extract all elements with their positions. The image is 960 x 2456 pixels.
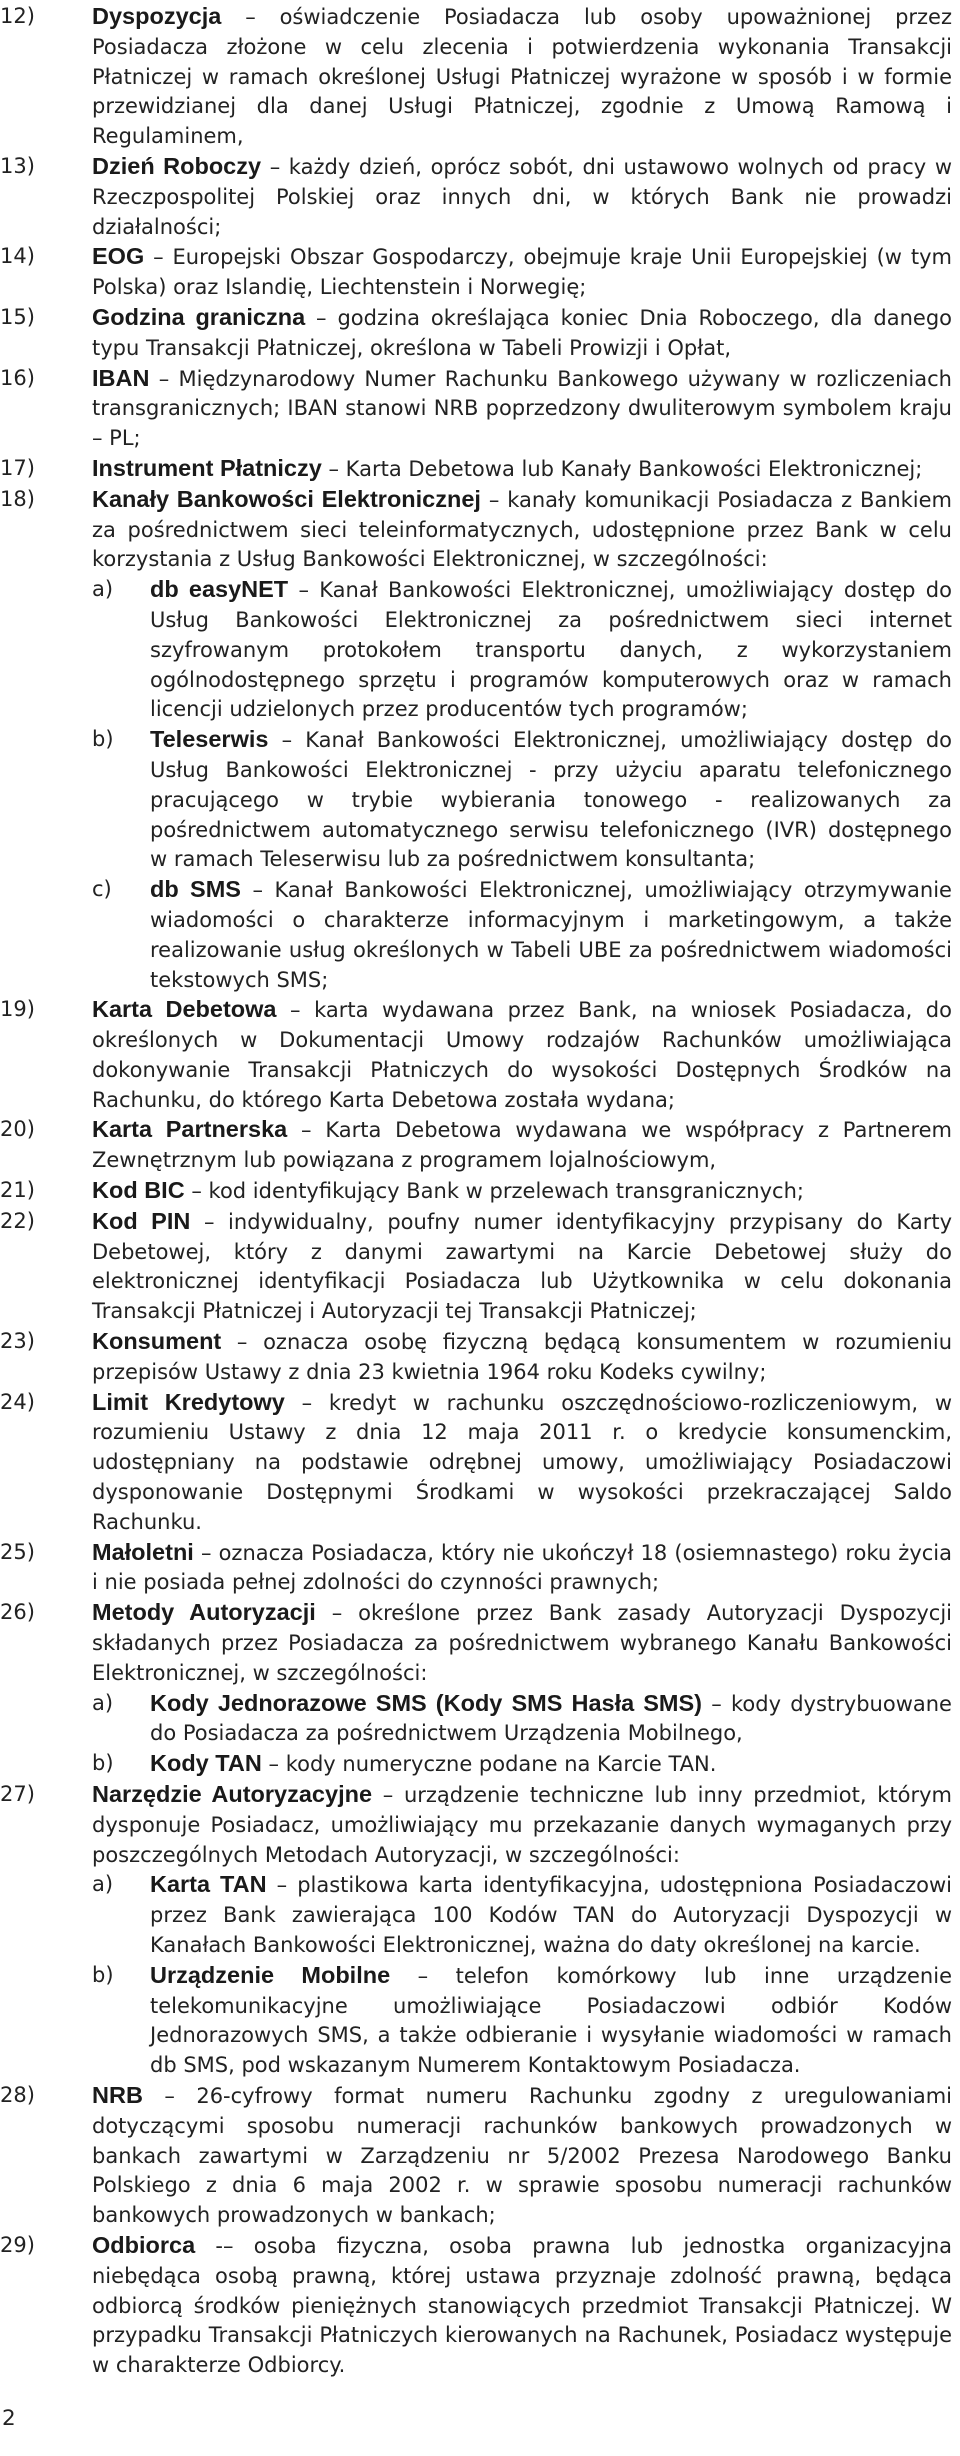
definition-body [92,1115,952,1176]
definition-number: 16) [0,365,35,390]
definition-number: 24) [0,1389,35,1414]
definition-body [92,152,952,242]
definition-number: 25) [0,1539,35,1564]
definition-number: 29) [0,2232,35,2257]
subitem-term: Teleserwis [150,726,269,753]
definition-item [0,1115,960,1176]
subitem-text: – telefon komórkowy lub inne urządzenie telekomunikacyjne umożliwiające Posiadaczowi odbiór Kodów Jednorazowych SMS, a także odbieranie i wysyłanie wiadomości w ramach db SMS, pod wskazanym Numerem Kontaktowym Posiadacza. [150,1963,952,2078]
page-number: 2 [2,2406,16,2431]
definition-item [0,2,960,152]
definition-body [92,454,952,485]
definition-item [0,1176,960,1207]
definition-number: 12) [0,4,35,28]
definitions-list [0,2,960,2381]
definition-body [92,1207,952,1327]
definition-body [92,2,952,152]
definition-text: – karta wydawana przez Bank, na wniosek Posiadacza, do określonych w Dokumentacji Umowy rodzajów Rachunków umożliwiająca dokonywanie Transakcji Płatniczych do wysokości Dostępnych Środków na Rachunku, do którego Karta Debetowa została wydana; [92,998,952,1112]
definition-term: Limit Kredytowy [92,1388,285,1415]
subitem-text: – Kanał Bankowości Elektronicznej, umożliwiający dostęp do Usług Bankowości Elektronicznej - przy użyciu aparatu telefonicznego pracującego w trybie wybierania tonowego - realizowanych za pośrednictwem automatycznego serwisu telefonicznego (IVR) dostępnego w ramach Teleserwisu lub za pośrednictwem konsultanta; [150,728,952,872]
subitem-label: b) [92,727,114,752]
definition-body [92,364,952,454]
definition-term: Metody Autoryzacji [92,1599,316,1626]
subitem-label: c) [92,877,112,902]
definition-body [92,2081,952,2231]
definition-item [0,485,960,996]
definition-item [0,2231,960,2381]
definition-number: 15) [0,304,35,329]
definition-text: – urządzenie techniczne lub inny przedmiot, którym dysponuje Posiadacz, umożliwiający mu przekazanie danych wymaganych przy poszczególnych Metodach Autoryzacji, w szczególności: [92,1783,952,1867]
subitem-term: db SMS [150,876,241,903]
definition-body [92,2231,952,2381]
definition-body [92,1327,952,1388]
definition-number: 19) [0,997,35,1022]
definition-body [92,485,952,575]
definition-number: 26) [0,1600,35,1625]
definition-text: – Karta Debetowa lub Kanały Bankowości Elektronicznej; [321,456,923,481]
definition-subitem [92,725,952,875]
definition-number: 28) [0,2082,35,2107]
definition-number: 17) [0,455,35,480]
definition-subitem [92,1749,952,1780]
definition-body [92,995,952,1115]
definition-text: – godzina określająca koniec Dnia Roboczego, dla danego typu Transakcji Płatniczej, określona w Tabeli Prowizji i Opłat, [92,305,952,360]
definition-subitem [92,875,952,995]
definition-body [92,1388,952,1538]
definition-term: Narzędzie Autoryzacyjne [92,1781,373,1808]
definition-number: 22) [0,1208,35,1233]
subitem-text: – Kanał Bankowości Elektronicznej, umożliwiający otrzymywanie wiadomości o charakterze informacyjnym i marketingowym, a także realizowanie usług określonych w Tabeli UBE za pośrednictwem wiadomości tekstowych SMS; [150,878,952,992]
definition-text: – Karta Debetowa wydawana we współpracy z Partnerem Zewnętrznym lub powiązana z programem lojalnościowym, [92,1118,952,1173]
subitem-term: db easyNET [150,576,289,603]
definition-text: – oświadczenie Posiadacza lub osoby upoważnionej przez Posiadacza złożone w celu zlecenia i potwierdzenia wykonania Transakcji Płatniczej w ramach określonej Usługi Płatniczej wyrażone w sposób i w formie przewidzianej dla danej Usługi Płatniczej, zgodnie z Umową Ramową i Regulaminem, [92,5,952,149]
definition-number: 27) [0,1782,35,1807]
definition-text: – Międzynarodowy Numer Rachunku Bankowego używany w rozliczeniach transgranicznych; IBAN stanowi NRB poprzedzony dwuliterowym symbolem kraju – PL; [92,366,952,451]
definition-number: 13) [0,153,35,178]
definition-item [0,1538,960,1599]
definition-text: – kod identyfikujący Bank w przelewach transgranicznych; [184,1179,804,1204]
definition-item [0,454,960,485]
definition-subitem [92,575,952,725]
subitem-term: Kody Jednorazowe SMS (Kody SMS Hasła SMS) [150,1689,703,1716]
subitem-label: b) [92,1962,114,1987]
definition-body [92,1538,952,1599]
subitem-label: a) [92,1690,114,1715]
definition-term: Karta Debetowa [92,996,277,1023]
definition-item [0,364,960,454]
definition-item [0,1207,960,1327]
definition-item [0,2081,960,2231]
subitem-label: b) [92,1751,114,1776]
definition-subitem [92,1870,952,1960]
definition-term: Karta Partnerska [92,1116,288,1143]
definition-body [92,1598,952,1688]
definition-body [92,1176,952,1207]
definition-text: – Europejski Obszar Gospodarczy, obejmuje kraje Unii Europejskiej (w tym Polska) oraz Islandię, Liechtenstein i Norwegię; [92,245,952,300]
definition-text: – indywidualny, poufny numer identyfikacyjny przypisany do Karty Debetowej, który z danymi zawartymi na Karcie Debetowej służy do elektronicznej identyfikacji Posiadacza lub Użytkownika w celu dokonania Transakcji Płatniczej i Autoryzacji tej Transakcji Płatniczej; [92,1209,952,1324]
definition-text: – określone przez Bank zasady Autoryzacji Dyspozycji składanych przez Posiadacza za pośrednictwem wybranego Kanału Bankowości Elektronicznej, w szczególności: [92,1601,953,1685]
definition-term: EOG [92,243,145,270]
subitem-term: Kody TAN [150,1750,262,1777]
definition-term: Kod PIN [92,1207,191,1234]
definition-item [0,1388,960,1538]
definition-number: 18) [0,486,35,511]
definition-number: 14) [0,244,35,269]
definition-term: Dyspozycja [92,3,222,29]
definition-item [0,1780,960,2081]
definition-number: 21) [0,1178,35,1203]
definition-term: Małoletni [92,1538,194,1565]
definition-text: – kredyt w rachunku oszczędnościowo-rozliczeniowym, w rozumieniu Ustawy z dnia 12 maja 2011 r. o kredycie konsumenckim, udostępniany na podstawie odrębnej umowy, umożliwiający Posiadaczowi dysponowanie Dostępnymi Środkami w wysokości przekraczającej Saldo Rachunku. [92,1390,952,1534]
definition-body [92,242,952,303]
definition-term: Godzina graniczna [92,303,306,330]
definition-item [0,242,960,303]
definition-term: IBAN [92,364,150,391]
definition-number: 20) [0,1117,35,1142]
definition-text: -– osoba fizyczna, osoba prawna lub jednostka organizacyjna niebędąca osobą prawną, której ustawa przyznaje zdolność prawną, będąca odbiorcą środków pieniężnych stanowiących przedmiot Transakcji Płatniczej. W przypadku Transakcji Płatniczych kierowanych na Rachunek, Posiadacz występuje w charakterze Odbiorcy. [92,2233,952,2378]
definition-text: – oznacza Posiadacza, który nie ukończył 18 (osiemnastego) roku życia i nie posiada pełnej zdolności do czynności prawnych; [92,1540,952,1595]
subitem-term: Urządzenie Mobilne [150,1961,391,1988]
definition-number: 23) [0,1329,35,1354]
subitem-text: – Kanał Bankowości Elektronicznej, umożliwiający dostęp do Usług Bankowości Elektronicznej za pośrednictwem sieci internet szyfrowanym protokołem transportu danych, z wykorzystaniem ogólnodostępnego sprzętu i programów komputerowych oraz w ramach licencji udzielonych przez producentów tych programów; [150,578,952,722]
definition-subitem [92,1689,952,1750]
definition-item [0,1598,960,1780]
definition-item [0,152,960,242]
definition-body [92,303,952,364]
definition-term: Konsument [92,1328,222,1355]
definition-item [0,303,960,364]
definition-term: Dzień Roboczy [92,152,262,179]
subitem-text: – kody dystrybuowane do Posiadacza za pośrednictwem Urządzenia Mobilnego, [150,1691,952,1746]
definition-text: – 26-cyfrowy format numeru Rachunku zgodny z uregulowaniami dotyczącymi sposobu numeracji rachunków bankowych prowadzonych w bankach zawartymi w Zarządzeniu nr 5/2002 Prezesa Narodowego Banku Polskiego z dnia 6 maja 2002 r. w sprawie sposobu numeracji rachunków bankowych prowadzonych w bankach; [92,2083,952,2228]
subitem-text: – kody numeryczne podane na Karcie TAN. [261,1752,717,1777]
subitem-term: Karta TAN [150,1871,267,1898]
definition-subitem [92,1961,952,2081]
definition-item [0,1327,960,1388]
definition-term: NRB [92,2081,143,2108]
definition-body [92,1780,952,1870]
definition-term: Odbiorca [92,2231,196,2258]
definition-text: – każdy dzień, oprócz sobót, dni ustawowo wolnych od pracy w Rzeczpospolitej Polskiej oraz innych dni, w których Bank nie prowadzi działalności; [92,154,952,239]
definition-term: Kanały Bankowości Elektronicznej [92,485,481,512]
definition-text: – kanały komunikacji Posiadacza z Bankiem za pośrednictwem sieci teleinformatycznych, udostępnione przez Bank w celu korzystania z Usług Bankowości Elektronicznej, w szczególności: [92,487,952,572]
subitem-label: a) [92,1872,114,1897]
definition-text: – oznacza osobę fizyczną będącą konsumentem w rozumieniu przepisów Ustawy z dnia 23 kwietnia 1964 roku Kodeks cywilny; [92,1330,952,1384]
subitem-text: – plastikowa karta identyfikacyjna, udostępniona Posiadaczowi przez Bank zawierająca 100 Kodów TAN do Autoryzacji Dyspozycji w Kanałach Bankowości Elektronicznej, ważna do daty określonej na karcie. [150,1873,952,1957]
definition-term: Instrument Płatniczy [92,454,322,481]
subitem-label: a) [92,577,114,602]
definition-term: Kod BIC [92,1177,185,1204]
definition-item [0,995,960,1115]
